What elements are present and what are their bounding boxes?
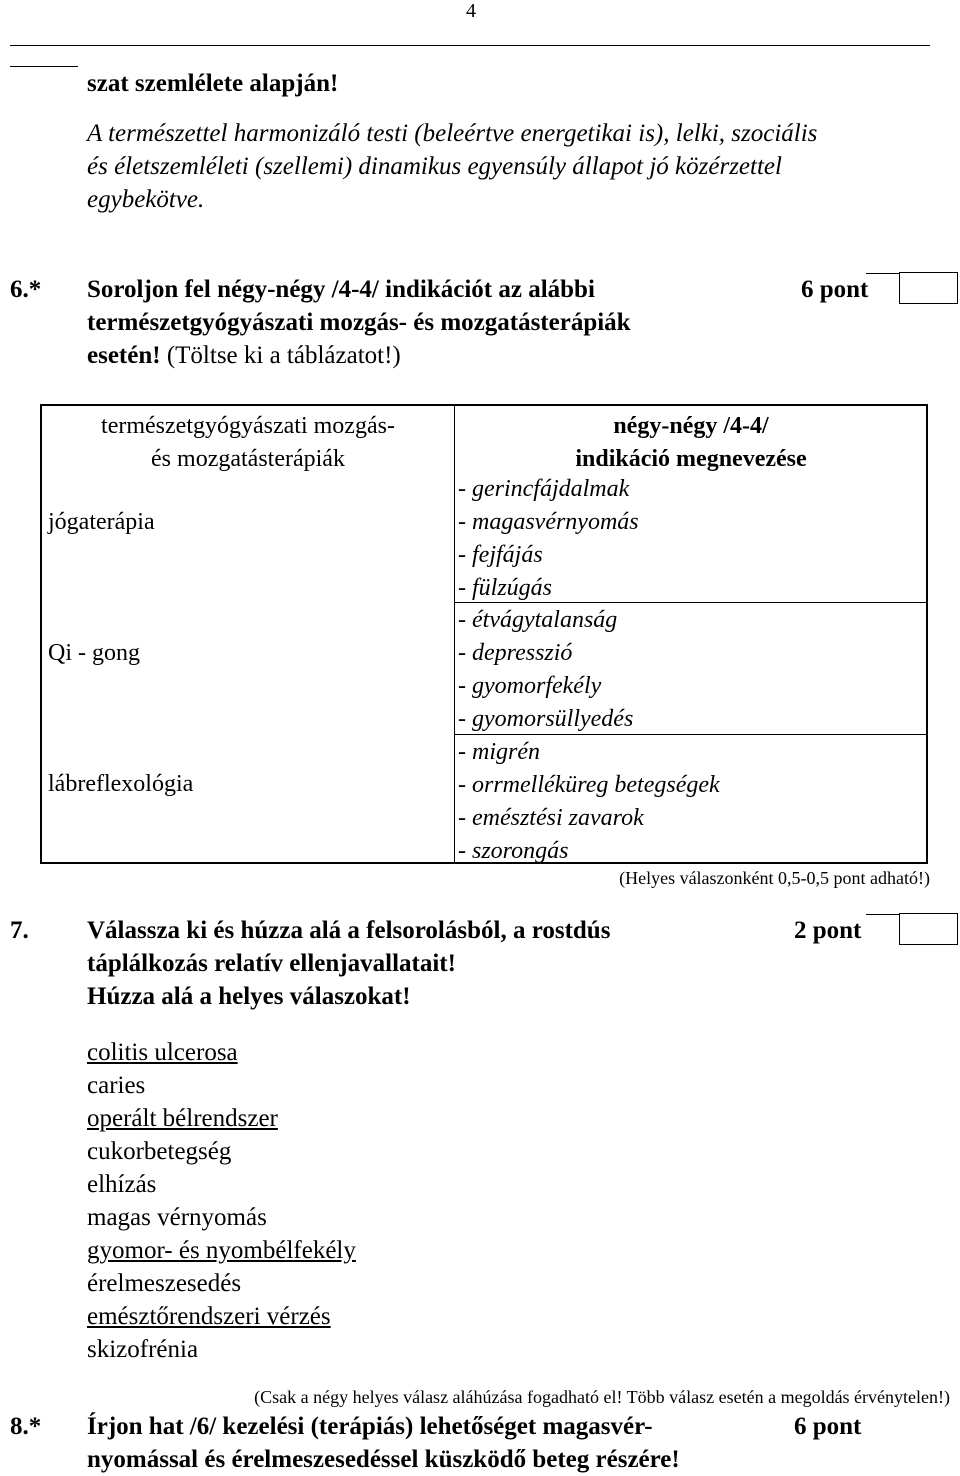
q7-question-line: táplálkozás relatív ellenjavallatait! (87, 950, 456, 977)
indication-item: - gerincfájdalmak (458, 476, 630, 502)
indication-item: - depresszió (458, 640, 573, 666)
q7-option[interactable]: operált bélrendszer (87, 1105, 278, 1132)
q6-question-bold: esetén! (87, 342, 161, 369)
q6-scoring-note: (Helyes válaszonként 0,5-0,5 pont adható!) (619, 868, 930, 888)
table-header-left (42, 410, 454, 476)
q7-number: 7. (10, 917, 29, 944)
q5-heading: szat szemlélete alapján! (87, 70, 339, 97)
indication-item: - szorongás (458, 838, 569, 864)
q7-option[interactable]: emésztőrendszeri vérzés (87, 1303, 331, 1330)
table-header-right-line: indikáció megnevezése (575, 446, 807, 472)
table-header-right-line: négy-négy /4-4/ (613, 413, 769, 439)
q8-number: 8.* (10, 1413, 42, 1440)
indication-item: - orrmelléküreg betegségek (458, 772, 720, 798)
q6-score-box[interactable] (899, 272, 958, 304)
q6-question-normal: (Töltse ki a táblázatot!) (160, 342, 401, 369)
therapy-cell: Qi - gong (48, 640, 140, 666)
q7-option[interactable]: cukorbetegség (87, 1138, 232, 1165)
therapy-cell: jógaterápia (48, 509, 155, 535)
indication-cell (458, 473, 639, 605)
q7-score-box[interactable] (899, 913, 958, 945)
table-header-left-line: és mozgatásterápiák (151, 446, 345, 472)
table-header-right (454, 410, 928, 476)
q6-question-line (87, 339, 401, 372)
indication-cell (458, 604, 633, 736)
q7-question-line: Húzza alá a helyes válaszokat! (87, 983, 411, 1010)
q8-question-line: Írjon hat /6/ kezelési (terápiás) lehetőséget magasvér- (87, 1413, 653, 1440)
indication-item: - fülzúgás (458, 575, 553, 601)
page-number: 4 (466, 0, 476, 22)
header-rule (10, 45, 930, 46)
therapy-cell: lábreflexológia (48, 771, 194, 797)
q5-answer-line: és életszemléleti (szellemi) dinamikus egyensúly állapot jó közérzettel (87, 153, 782, 180)
table-header-left-line: természetgyógyászati mozgás- (101, 413, 395, 439)
indication-item: - magasvérnyomás (458, 509, 639, 535)
q7-points: 2 pont (794, 917, 862, 944)
q7-question-line: Válassza ki és húzza alá a felsorolásból, a rostdús (87, 917, 611, 944)
indication-item: - gyomorfekély (458, 673, 602, 699)
indication-item: - migrén (458, 739, 540, 765)
q8-question-line: nyomással és érelmeszesedéssel küszködő beteg részére! (87, 1446, 680, 1473)
q7-scoring-note: (Csak a négy helyes válasz aláhúzása fogadható el! Több válasz esetén a megoldás érvénytelen!) (254, 1387, 950, 1407)
q7-option-list (87, 1036, 356, 1366)
q6-number: 6.* (10, 276, 42, 303)
q8-points: 6 pont (794, 1413, 862, 1440)
indication-cell (458, 736, 720, 868)
q7-option[interactable]: colitis ulcerosa (87, 1039, 238, 1066)
q7-option[interactable]: érelmeszesedés (87, 1270, 242, 1297)
q7-option[interactable]: elhízás (87, 1171, 157, 1198)
header-rule-short (10, 66, 78, 67)
indication-item: - gyomorsüllyedés (458, 706, 634, 732)
q6-question-line: Soroljon fel négy-négy /4-4/ indikációt az alábbi (87, 276, 595, 303)
indication-item: - fejfájás (458, 542, 543, 568)
q7-option[interactable]: caries (87, 1072, 146, 1099)
indication-item: - étvágytalanság (458, 607, 618, 633)
indication-item: - emésztési zavarok (458, 805, 644, 831)
q6-question-line: természetgyógyászati mozgás- és mozgatásterápiák (87, 309, 631, 336)
indication-table (40, 404, 928, 864)
q5-answer-line: egybekötve. (87, 186, 205, 213)
q6-points: 6 pont (801, 276, 869, 303)
q5-answer-line: A természettel harmonizáló testi (beleértve energetikai is), lelki, szociális (87, 120, 818, 147)
q7-option[interactable]: skizofrénia (87, 1336, 199, 1363)
q7-option[interactable]: magas vérnyomás (87, 1204, 267, 1231)
q7-option[interactable]: gyomor- és nyombélfekély (87, 1237, 356, 1264)
